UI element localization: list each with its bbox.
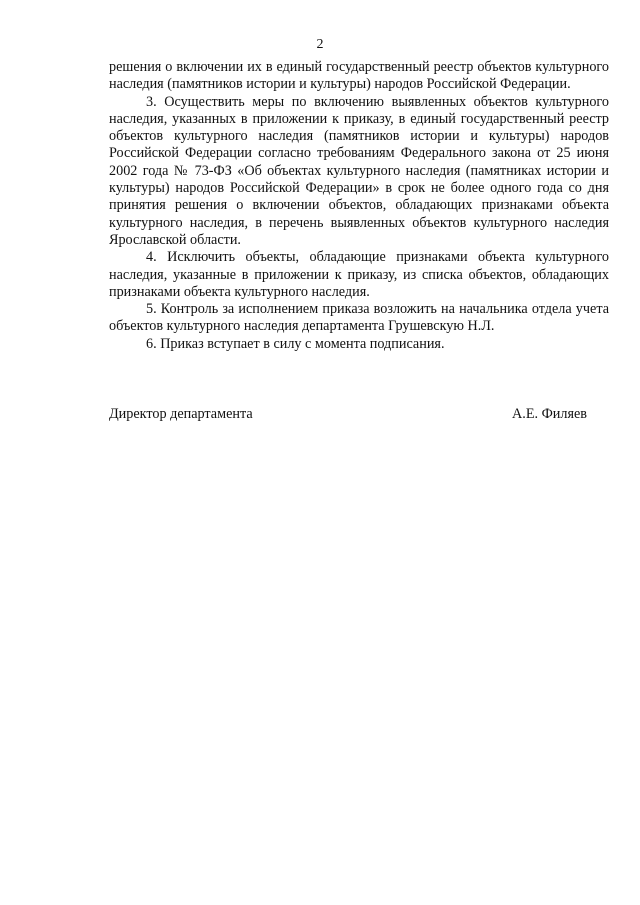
document-body	[109, 59, 609, 353]
page-number: 2	[316, 37, 324, 52]
paragraph-item-4: 4. Исключить объекты, обладающие признаками объекта культурного наследия, указанные в приложении к приказу, из списка объектов, обладающих признаками объекта культурного наследия.	[109, 249, 609, 300]
signatory-position: Директор департамента	[109, 406, 253, 422]
paragraph-item-5: 5. Контроль за исполнением приказа возложить на начальника отдела учета объектов культурного наследия департамента Грушевскую Н.Л.	[109, 301, 609, 335]
signatory-name: А.Е. Филяев	[512, 406, 587, 422]
paragraph-item-3: 3. Осуществить меры по включению выявленных объектов культурного наследия, указанных в приложении к приказу, в единый государственный реестр объектов культурного наследия (памятников истории и культуры) народов Российской Федерации согласно требованиям Федерального закона от 25 июня 2002 года № 73-ФЗ «Об объектах культурного наследия (памятниках истории и культуры) народов Российской Федерации» в срок не более одного года со дня принятия решения о включении объектов, обладающих признаками объекта культурного наследия, в перечень выявленных объектов культурного наследия Ярославской области.	[109, 93, 609, 248]
paragraph-item-6: 6. Приказ вступает в силу с момента подписания.	[146, 335, 445, 352]
paragraph-continuation: решения о включении их в единый государственный реестр объектов культурного наследия (памятников истории и культуры) народов Российской Федерации.	[109, 59, 609, 93]
